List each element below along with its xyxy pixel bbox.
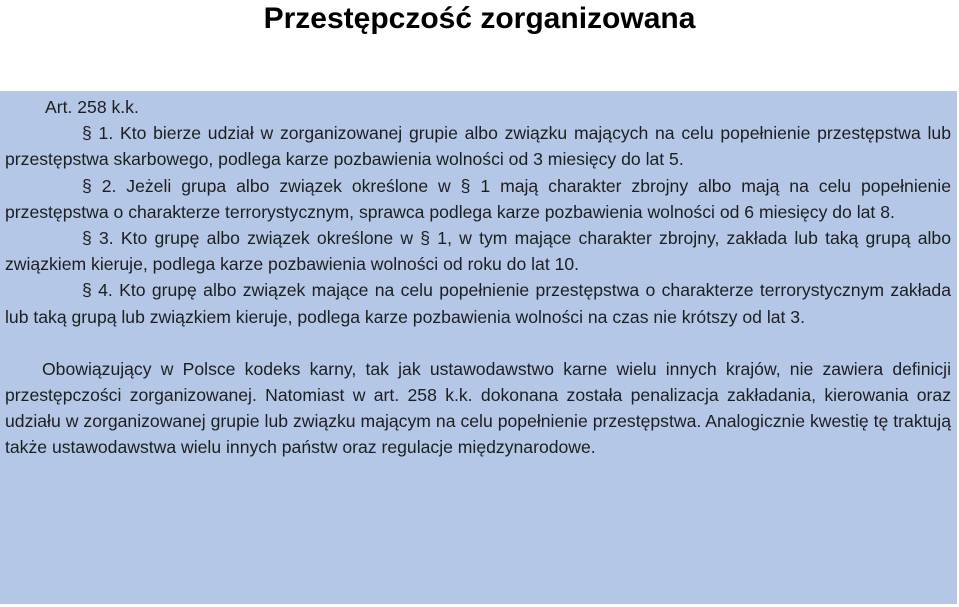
article-heading: Art. 258 k.k. [45,97,139,117]
paragraph-2: § 2. Jeżeli grupa albo związek określone w § 1 mają charakter zbrojny albo mają na celu popełnienie przestępstwa o charakterze terrorystycznym, sprawca podlega karze pozbawienia wolności od 6 miesięcy do lat 8. [5,175,951,222]
slide-title: Przestępczość zorganizowana [263,2,696,35]
law-text-box [0,91,957,604]
paragraph-3: § 3. Kto grupę albo związek określone w § 1, w tym mające charakter zbrojny, zakłada lub taką grupą albo związkiem kieruje, podlega karze pozbawienia wolności od roku do lat 10. [5,228,951,275]
commentary-paragraph: Obowiązujący w Polsce kodeks karny, tak jak ustawodawstwo karne wielu innych krajów, nie zawiera definicji przestępczości zorganizowanej. Natomiast w art. 258 k.k. dokonana została penalizacja zakładania, kierowania oraz udziału w zorganizowanej grupie lub związku mającym na celu popełnienie przestępstwa. Analogicznie kwestię tę traktują także ustawodawstwa wielu innych państw oraz regulacje międzynarodowe. [5,358,951,458]
paragraph-4: § 4. Kto grupę albo związek mające na celu popełnienie przestępstwa o charakterze terrorystycznym zakłada lub taką grupą lub związkiem kieruje, podlega karze pozbawienia wolności na czas nie krótszy od lat 3. [5,280,951,327]
paragraph-1: § 1. Kto bierze udział w zorganizowanej grupie albo związku mających na celu popełnienie przestępstwa lub przestępstwa skarbowego, podlega karze pozbawienia wolności od 3 miesięcy do lat 5. [5,123,951,170]
